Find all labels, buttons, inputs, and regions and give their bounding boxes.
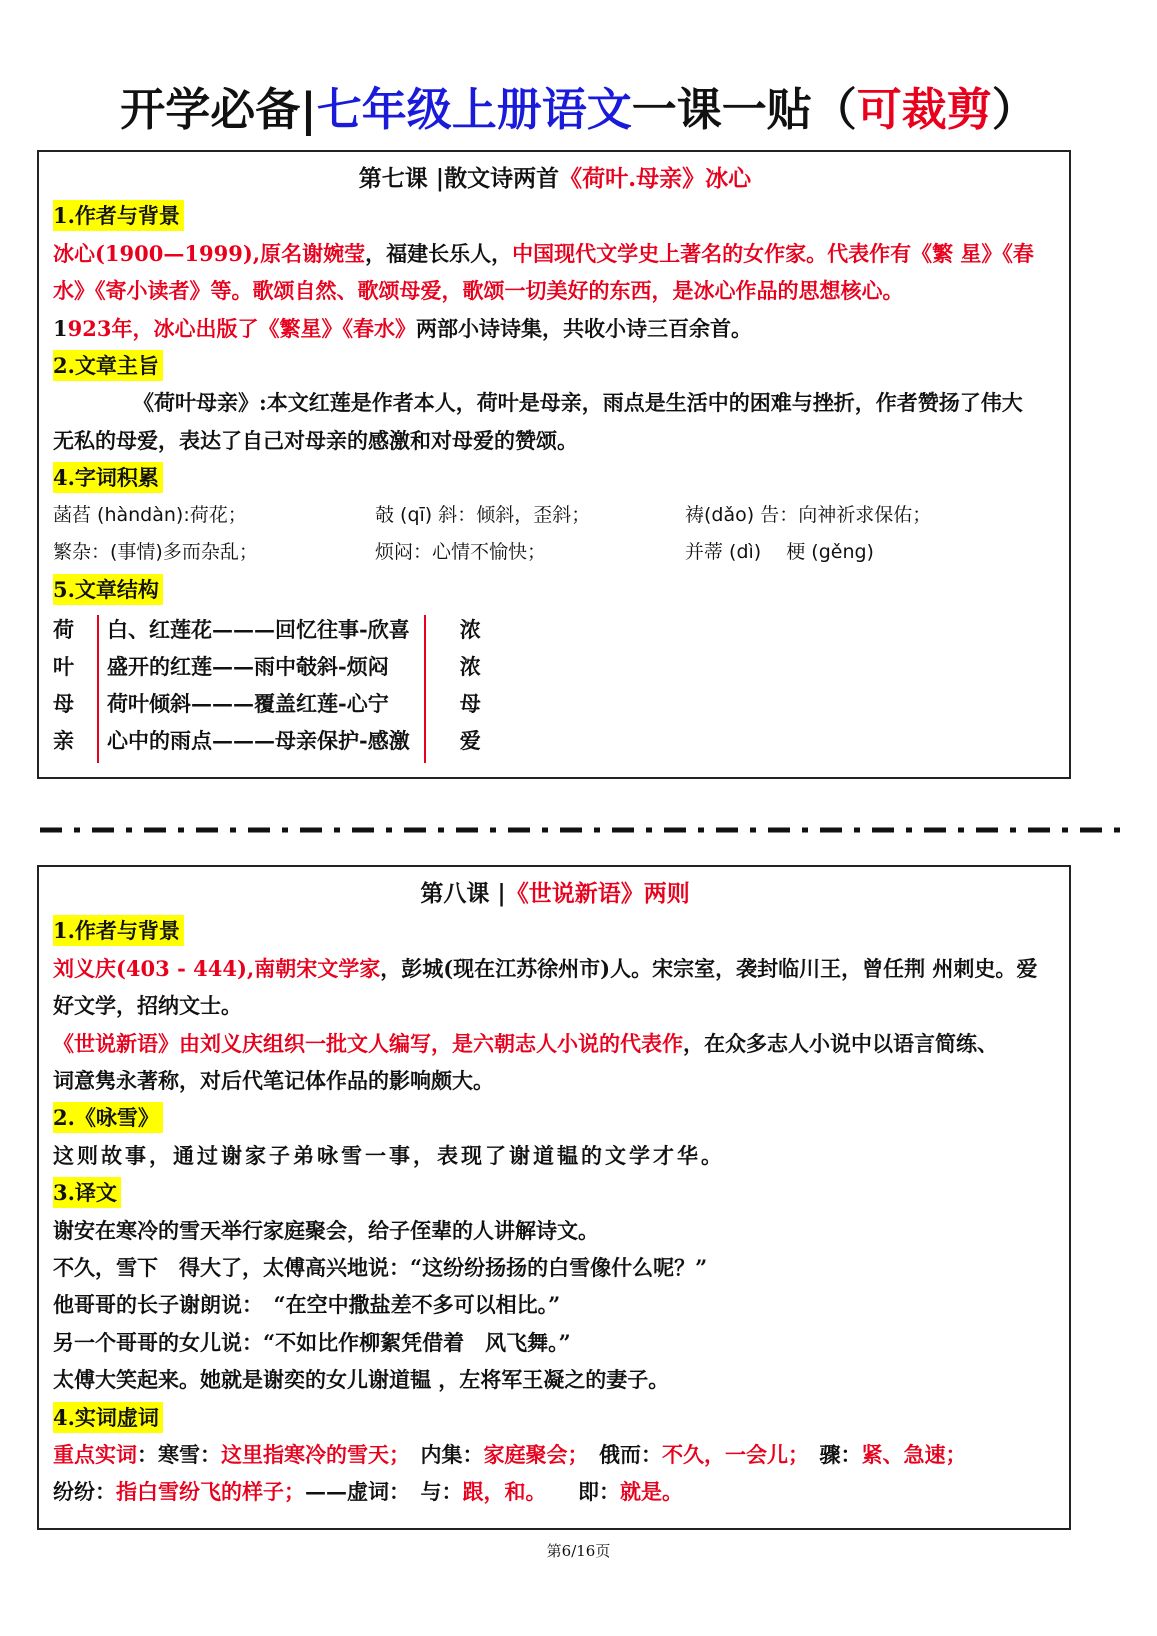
structure-left: 亲 [53, 727, 74, 753]
section-heading: 1.作者与背景 [53, 915, 184, 946]
structure-mid: 白、红莲花———回忆往事-欣喜 [107, 616, 410, 642]
text-line [53, 384, 1057, 421]
structure-right: 爱 [459, 727, 481, 753]
text-run: 太傅大笑起来。她就是谢奕的女儿谢道韫 ，左将军王凝之的妻子。 [53, 1367, 670, 1393]
text-run: 《荷叶母亲》:本文红莲是作者本人，荷叶是母亲，雨点是生活中的困难与挫折，作者赞扬了伟大 [133, 390, 1023, 416]
structure-right: 浓 [459, 616, 481, 642]
text-run: 无私的母爱，表达了自己对母亲的感激和对母爱的赞颂。 [53, 427, 578, 453]
text-run: ——虚词： 与： [305, 1479, 463, 1505]
text-run: 重点实词 [53, 1441, 137, 1467]
structure-mid: 心中的雨点———母亲保护-感激 [107, 727, 410, 753]
text-line [53, 1473, 1057, 1510]
text-run: 923年，冰心出版了《繁星》《春水》 [67, 315, 416, 341]
structure-right: 浓 [459, 653, 481, 679]
text-line [53, 272, 1057, 309]
lesson7-card [37, 150, 1071, 779]
vocab-item: 并蒂 (dì) 梗 (gěng) [685, 541, 874, 564]
text-run: 谢安在寒冷的雪天举行家庭聚会，给子侄辈的人讲解诗文。 [53, 1217, 599, 1243]
structure-left: 叶 [53, 653, 74, 679]
structure-mid: 盛开的红莲——雨中攲斜-烦闷 [107, 653, 389, 679]
text-run: 两部小诗诗集，共收小诗三百余首。 [415, 315, 752, 341]
main-idea [53, 384, 1057, 459]
text-line [53, 235, 1057, 272]
structure-right-column [426, 611, 481, 767]
page-title [0, 82, 1157, 138]
section-heading: 4.实词虚词 [53, 1402, 163, 1433]
text-run: 另一个哥哥的女儿说：“不如比作柳絮凭借着 风飞舞。” [53, 1329, 571, 1355]
text-run: 一课一贴（ [631, 83, 857, 136]
text-line [53, 422, 1057, 459]
text-line [53, 1361, 1057, 1398]
translation [53, 1212, 1057, 1399]
vocab-row [53, 534, 1057, 571]
text-run: 家庭聚会； [483, 1441, 578, 1467]
text-run: 这则故事，通过谢家子弟咏雪一事，表现了谢道韫的文学才华。 [53, 1142, 725, 1168]
section-heading: 3.译文 [53, 1177, 121, 1208]
structure-mid: 荷叶倾斜———覆盖红莲-心宁 [107, 690, 389, 716]
section-heading: 2.文章主旨 [53, 350, 163, 381]
lesson8-card [37, 865, 1071, 1530]
text-line [53, 987, 1057, 1024]
text-run: 1 [53, 315, 68, 341]
text-line [53, 1249, 1057, 1286]
text-run: 内集： [399, 1441, 484, 1467]
text-line [53, 1286, 1057, 1323]
structure-left-column [53, 611, 97, 767]
text-run: 七年级上册语文 [316, 83, 632, 136]
text-line [53, 1137, 1057, 1174]
text-run: 他哥哥的长子谢朗说： “在空中撒盐差不多可以相比。” [53, 1292, 561, 1318]
text-run: 即： [536, 1479, 620, 1505]
text-run: 水》《寄小读者》等。歌颂自然、歌颂母爱，歌颂一切美好的东西，是冰心作品的思想核心。 [53, 278, 904, 304]
story-summary [53, 1137, 1057, 1174]
text-line [53, 950, 1057, 987]
vocab-item: 繁杂：(事情)多而杂乱； [53, 541, 258, 564]
section-heading: 1.作者与背景 [53, 200, 184, 231]
text-run: 不久，雪下 得大了，太傅高兴地说：“这纷纷扬扬的白雪像什么呢？” [53, 1254, 708, 1280]
text-run: 纷纷： [53, 1479, 116, 1505]
section-heading: 4.字词积累 [53, 462, 163, 493]
word-notes [53, 1436, 1057, 1511]
vocab-row [53, 497, 1057, 534]
text-run: ，在众多志人小说中以语言简练、 [683, 1030, 998, 1056]
section-heading: 5.文章结构 [53, 574, 163, 605]
page-number: 第6/16页 [546, 1541, 611, 1560]
text-run: 第八课 | [420, 879, 506, 907]
text-run: 可裁剪 [856, 83, 992, 136]
author-background [53, 235, 1057, 347]
structure-bracket-group [97, 615, 426, 763]
text-run: 俄而： [578, 1441, 662, 1467]
text-line [53, 1212, 1057, 1249]
text-run: 好文学，招纳文士。 [53, 993, 242, 1019]
lesson8-title [53, 875, 1057, 912]
vocab-item: 祷(dǎo) 告：向神祈求保佑； [685, 503, 932, 526]
text-run: 骤： [798, 1441, 862, 1467]
text-run: 就是。 [620, 1479, 683, 1505]
structure-diagram [53, 611, 1057, 767]
text-run: 刘义庆(403 - 444),南朝宋文学家 [53, 955, 381, 981]
vocab-item: 攲 (qī) 斜：倾斜，歪斜； [375, 503, 591, 526]
text-run: 紧、急速； [861, 1441, 967, 1467]
text-run: 不久，一会儿； [662, 1441, 799, 1467]
text-run: 指白雪纷飞的样子； [116, 1479, 305, 1505]
text-run: ，彭城(现在江苏徐州市)人。宋宗室，袭封临川王，曾任荆 州刺史。爱 [380, 955, 1038, 981]
text-run: 冰心(1900—1999),原名谢婉莹 [53, 240, 366, 266]
cut-line [40, 827, 1120, 833]
lesson7-title [53, 160, 1057, 197]
text-line [53, 1025, 1057, 1062]
structure-left: 荷 [53, 616, 74, 642]
structure-left: 母 [53, 690, 74, 716]
author-background [53, 950, 1057, 1100]
text-run: 《世说新语》两则 [505, 879, 690, 907]
text-line [53, 1436, 1057, 1473]
text-run: 中国现代文学史上著名的女作家。代表作有《繁 星》《春 [512, 240, 1034, 266]
text-run: 词意隽永著称，对后代笔记体作品的影响颇大。 [53, 1067, 494, 1093]
text-run: 《世说新语》由刘义庆组织一批文人编写，是六朝志人小说的代表作 [53, 1030, 683, 1056]
text-run: 跟，和。 [462, 1479, 536, 1505]
structure-right: 母 [459, 690, 481, 716]
text-run: 这里指寒冷的雪天； [221, 1441, 400, 1467]
vocab-item: 烦闷：心情不愉快； [375, 541, 547, 564]
text-run: 《荷叶.母亲》冰心 [559, 165, 752, 192]
text-line [53, 1062, 1057, 1099]
text-line [53, 310, 1057, 347]
text-run: ：寒雪： [137, 1441, 221, 1467]
text-run: ，福建长乐人， [365, 240, 513, 266]
text-run: 第七课 |散文诗两首 [358, 165, 560, 192]
text-run: ） [991, 83, 1037, 136]
vocab-item: 菡萏 (hàndàn):荷花； [53, 503, 247, 526]
text-line [53, 1324, 1057, 1361]
text-run: 开学必备| [120, 83, 317, 136]
section-heading: 2.《咏雪》 [53, 1102, 163, 1133]
